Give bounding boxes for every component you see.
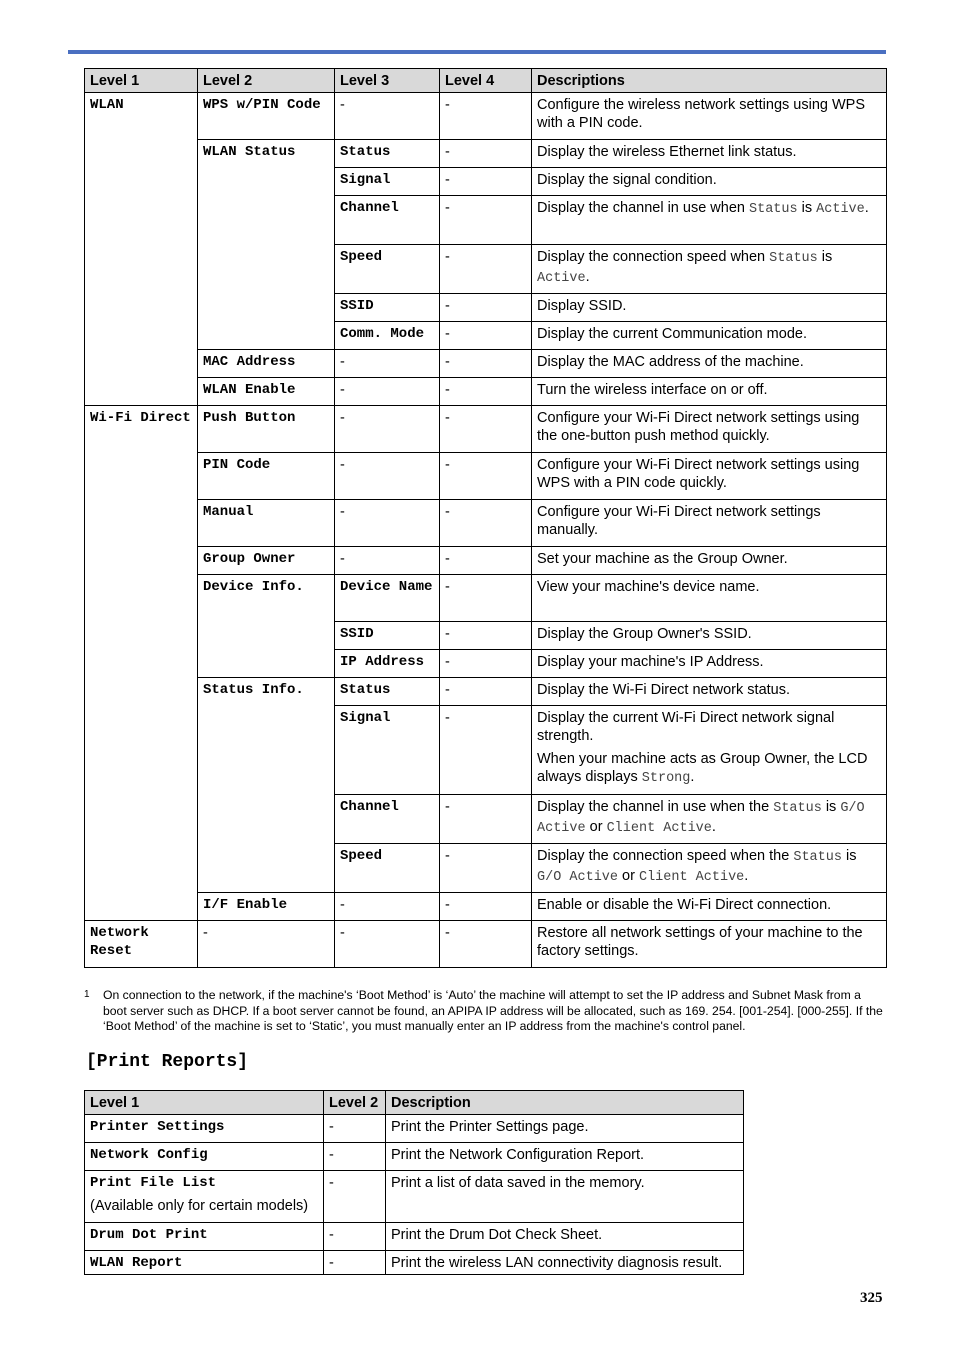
level4-cell: - — [440, 893, 532, 921]
level3-cell: Channel — [335, 795, 440, 844]
header-level-3: Level 3 — [335, 69, 440, 93]
desc-text: . — [864, 200, 869, 216]
level3-cell: - — [335, 547, 440, 575]
level1-note: (Available only for certain models) — [90, 1198, 309, 1214]
level3-cell: - — [335, 453, 440, 500]
desc-text: Display the channel in use when — [537, 200, 749, 216]
table-row — [85, 893, 887, 921]
level2-cell: Status Info. — [198, 678, 335, 893]
description-cell: Print the Network Configuration Report. — [386, 1143, 744, 1171]
header-descriptions: Descriptions — [532, 69, 887, 93]
table-row — [85, 500, 887, 547]
table-row — [85, 140, 887, 168]
desc-paragraph — [537, 750, 882, 788]
desc-code: G/O Active — [537, 801, 865, 836]
level2-cell: I/F Enable — [198, 893, 335, 921]
desc-code: Strong — [641, 771, 691, 786]
description-cell: Turn the wireless interface on or off. — [532, 378, 887, 406]
level4-cell: - — [440, 844, 532, 893]
desc-text: is — [821, 799, 841, 815]
level4-cell: - — [440, 196, 532, 245]
level1-cell: WLAN Report — [85, 1251, 324, 1275]
level2-cell: Device Info. — [198, 575, 335, 678]
level4-cell: - — [440, 453, 532, 500]
description-cell: Display your machine's IP Address. — [532, 650, 887, 678]
table-row — [85, 678, 887, 706]
header-level-4: Level 4 — [440, 69, 532, 93]
desc-code: Client Active — [638, 870, 745, 885]
level1-cell: Network Config — [85, 1143, 324, 1171]
desc-text: Display the connection speed when — [537, 249, 770, 265]
description-cell: Configure your Wi-Fi Direct network settings using WPS with a PIN code quickly. — [532, 453, 887, 500]
desc-text: or — [618, 868, 639, 884]
description-cell: Configure the wireless network settings using WPS with a PIN code. — [532, 93, 887, 140]
level3-cell: SSID — [335, 294, 440, 322]
footnote-text: On connection to the network, if the machine's ‘Boot Method’ is ‘Auto’ the machine will attempt to set the IP address and Subnet Mask from a boot server such as DHCP. If a boot server cannot be found, an APIPA IP address will be allocated, such as 169. 254. [001-254]. [000-255]. If the ‘Boot Method’ of the machine is set to ‘Static’, you must manually enter an IP address from the machine's control panel. — [103, 988, 883, 1033]
description-cell: Set your machine as the Group Owner. — [532, 547, 887, 575]
level3-cell: - — [335, 921, 440, 968]
table-row — [85, 575, 887, 622]
header-description: Description — [386, 1091, 744, 1115]
footnote-number: 1 — [84, 989, 90, 1000]
description-cell — [532, 844, 887, 893]
description-cell: Configure your Wi-Fi Direct network settings using the one-button push method quickly. — [532, 406, 887, 453]
desc-text: Display the channel in use when the — [537, 799, 774, 815]
desc-text: is — [841, 848, 857, 864]
level3-cell: Signal — [335, 706, 440, 795]
level3-cell: SSID — [335, 622, 440, 650]
header-level-2: Level 2 — [324, 1091, 386, 1115]
level3-cell: - — [335, 500, 440, 547]
table-header-row — [85, 69, 887, 93]
level4-cell: - — [440, 378, 532, 406]
table-row — [85, 1223, 744, 1251]
level4-cell: - — [440, 140, 532, 168]
network-settings-table — [84, 68, 887, 968]
description-cell: Display the current Communication mode. — [532, 322, 887, 350]
level3-cell: - — [335, 93, 440, 140]
desc-code: Status — [793, 850, 842, 865]
level3-cell: Device Name — [335, 575, 440, 622]
description-cell: Display the Wi-Fi Direct network status. — [532, 678, 887, 706]
level2-cell: PIN Code — [198, 453, 335, 500]
level1-cell: Wi-Fi Direct — [85, 406, 198, 921]
level2-cell: - — [324, 1115, 386, 1143]
level3-cell: Speed — [335, 844, 440, 893]
desc-text: Display the connection speed when the — [537, 848, 794, 864]
description-cell: Enable or disable the Wi-Fi Direct connection. — [532, 893, 887, 921]
level4-cell: - — [440, 168, 532, 196]
level1-cell: Network Reset — [85, 921, 198, 968]
level4-cell: - — [440, 795, 532, 844]
level3-cell: - — [335, 406, 440, 453]
desc-code: Status — [749, 202, 798, 217]
level2-cell: Manual — [198, 500, 335, 547]
level1-cell: Printer Settings — [85, 1115, 324, 1143]
level4-cell: - — [440, 547, 532, 575]
level2-cell: WLAN Status — [198, 140, 335, 350]
level4-cell: - — [440, 921, 532, 968]
table-row — [85, 93, 887, 140]
level4-cell: - — [440, 322, 532, 350]
level1-cell — [85, 1171, 324, 1223]
level2-cell: WPS w/PIN Code — [198, 93, 335, 140]
level3-cell: Comm. Mode — [335, 322, 440, 350]
section-title: [Print Reports] — [86, 1052, 249, 1072]
level3-cell: - — [335, 350, 440, 378]
table-row — [85, 547, 887, 575]
desc-text: . — [711, 819, 716, 835]
level4-cell: - — [440, 245, 532, 294]
desc-text: . — [585, 269, 590, 285]
level4-cell: - — [440, 294, 532, 322]
desc-text: is — [797, 200, 817, 216]
top-rule — [68, 50, 886, 54]
level2-cell: - — [324, 1143, 386, 1171]
description-cell: Configure your Wi-Fi Direct network settings manually. — [532, 500, 887, 547]
table-row — [85, 378, 887, 406]
table-row — [85, 1143, 744, 1171]
table-row — [85, 1171, 744, 1223]
description-cell — [532, 245, 887, 294]
level4-cell: - — [440, 575, 532, 622]
description-cell: Print a list of data saved in the memory. — [386, 1171, 744, 1223]
level3-cell: Channel — [335, 196, 440, 245]
description-cell: Display the Group Owner's SSID. — [532, 622, 887, 650]
desc-code: G/O Active — [537, 870, 619, 885]
footnote — [84, 988, 884, 1035]
desc-code: Status — [769, 251, 818, 266]
table-header-row — [85, 1091, 744, 1115]
description-cell: View your machine's device name. — [532, 575, 887, 622]
level2-cell: - — [324, 1251, 386, 1275]
table-row — [85, 1115, 744, 1143]
desc-code: Status — [773, 801, 822, 816]
level2-cell: Push Button — [198, 406, 335, 453]
description-cell — [532, 706, 887, 795]
level4-cell: - — [440, 350, 532, 378]
level2-cell: - — [198, 921, 335, 968]
description-cell: Restore all network settings of your machine to the factory settings. — [532, 921, 887, 968]
level4-cell: - — [440, 678, 532, 706]
description-cell: Print the wireless LAN connectivity diagnosis result. — [386, 1251, 744, 1275]
header-level-2: Level 2 — [198, 69, 335, 93]
level2-cell: - — [324, 1223, 386, 1251]
description-cell: Display the signal condition. — [532, 168, 887, 196]
desc-code: Active — [816, 202, 865, 217]
description-cell — [532, 196, 887, 245]
table-row — [85, 350, 887, 378]
description-cell: Print the Drum Dot Check Sheet. — [386, 1223, 744, 1251]
level2-cell: WLAN Enable — [198, 378, 335, 406]
level4-cell: - — [440, 406, 532, 453]
description-cell: Display the MAC address of the machine. — [532, 350, 887, 378]
level2-cell: - — [324, 1171, 386, 1223]
level1-cell: WLAN — [85, 93, 198, 406]
header-level-1: Level 1 — [85, 69, 198, 93]
description-cell: Display the wireless Ethernet link status. — [532, 140, 887, 168]
level3-cell: IP Address — [335, 650, 440, 678]
desc-code: Active — [537, 271, 586, 286]
level3-cell: Signal — [335, 168, 440, 196]
header-level-1: Level 1 — [85, 1091, 324, 1115]
desc-text: or — [585, 819, 607, 835]
level3-cell: - — [335, 893, 440, 921]
desc-text: . — [690, 769, 695, 785]
table-row — [85, 453, 887, 500]
level4-cell: - — [440, 650, 532, 678]
level1-code: Print File List — [90, 1175, 217, 1191]
desc-text: is — [817, 249, 833, 265]
table-row — [85, 406, 887, 453]
level3-cell: Status — [335, 678, 440, 706]
level4-cell: - — [440, 500, 532, 547]
level4-cell: - — [440, 622, 532, 650]
table-row — [85, 921, 887, 968]
description-cell: Print the Printer Settings page. — [386, 1115, 744, 1143]
level1-cell: Drum Dot Print — [85, 1223, 324, 1251]
desc-text: When your machine acts as Group Owner, the LCD always displays — [537, 751, 868, 785]
level4-cell: - — [440, 706, 532, 795]
level3-cell: Speed — [335, 245, 440, 294]
level2-cell: MAC Address — [198, 350, 335, 378]
description-cell: Display SSID. — [532, 294, 887, 322]
print-reports-table — [84, 1090, 744, 1275]
desc-text: . — [744, 868, 749, 884]
level2-cell: Group Owner — [198, 547, 335, 575]
table-row — [85, 1251, 744, 1275]
description-cell — [532, 795, 887, 844]
desc-code: Client Active — [606, 821, 712, 836]
level3-cell: Status — [335, 140, 440, 168]
level4-cell: - — [440, 93, 532, 140]
page-number: 325 — [860, 1290, 883, 1306]
desc-paragraph: Display the current Wi-Fi Direct network signal strength. — [537, 710, 835, 744]
level3-cell: - — [335, 378, 440, 406]
